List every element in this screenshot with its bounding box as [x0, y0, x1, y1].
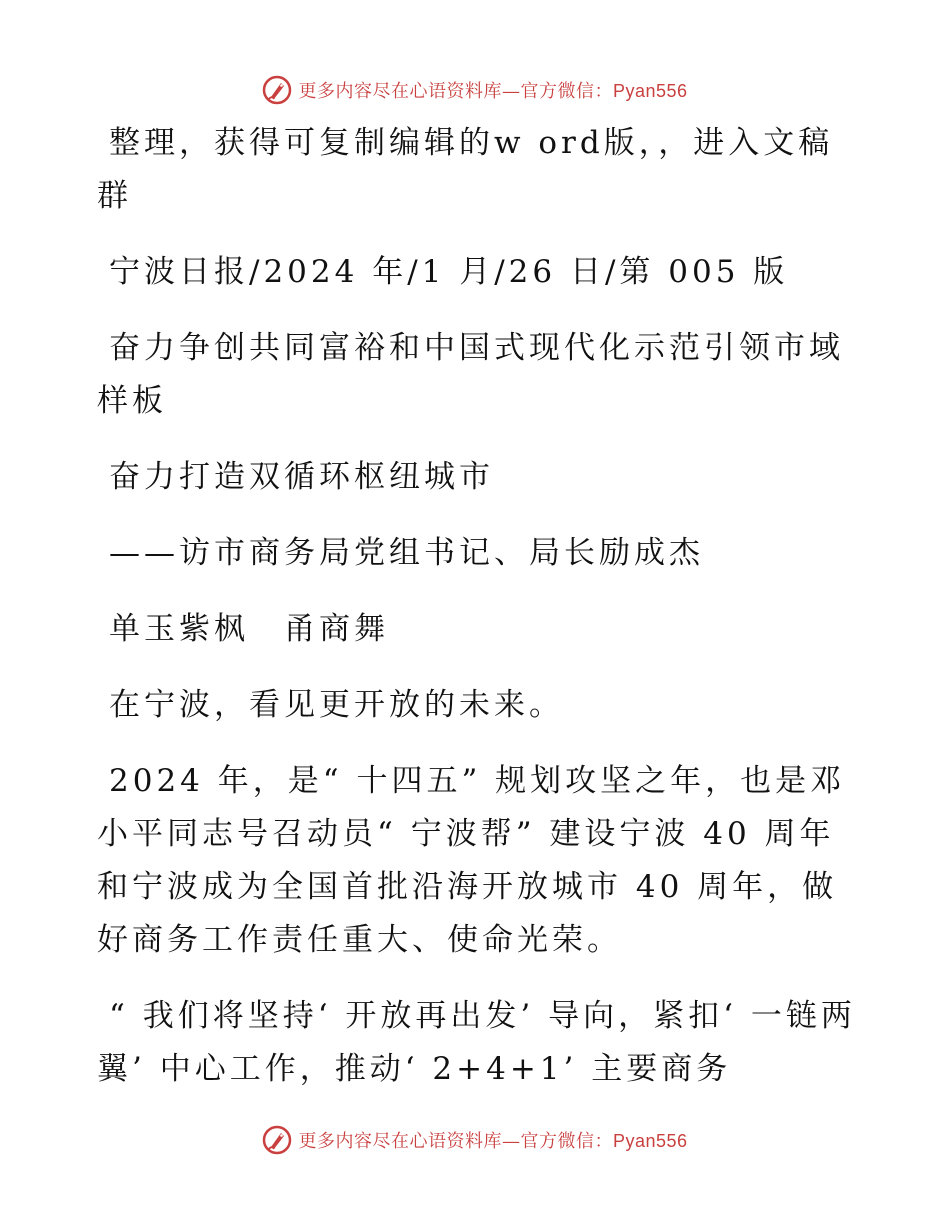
paragraph-lead: 在宁波，看见更开放的未来。 — [109, 687, 564, 723]
header-banner — [0, 70, 950, 110]
pen-nib-circle-icon — [262, 1125, 292, 1155]
header-banner-main: 更多内容尽在心语资料库—官方微信： — [298, 81, 613, 102]
paragraph-title: 奋力打造双循环枢纽城市 — [109, 459, 494, 495]
paragraph-source-line: 宁波日报/2024 年/1 月/26 日/第 005 版 — [109, 254, 789, 290]
paragraph-subtitle: ——访市商务局党组书记、局长励成杰 — [109, 535, 704, 571]
paragraph-headline: 奋力争创共同富裕和中国式现代化示范引领市域样板 — [97, 330, 844, 419]
header-banner-text — [298, 77, 687, 103]
pen-nib-circle-icon — [262, 75, 292, 105]
paragraph-authors: 单玉紫枫 甬商舞 — [109, 611, 389, 647]
footer-banner-wechat-id: Pyan556 — [612, 1131, 688, 1151]
document-body — [97, 117, 857, 1119]
paragraph-body-2: “ 我们将坚持‘ 开放再出发’ 导向，紧扣‘ 一链两翼’ 中心工作，推动‘ 2+4+1’ 主要商务 — [97, 998, 856, 1087]
paragraph-body-1: 2024 年，是“ 十四五” 规划攻坚之年，也是邓小平同志号召动员“ 宁波帮” 建设宁波 40 周年和宁波成为全国首批沿海开放城市 40 周年，做好商务工作责任重大、使命光荣。 — [97, 763, 846, 958]
header-banner-wechat-id: Pyan556 — [612, 81, 688, 101]
footer-banner-text — [298, 1127, 687, 1153]
footer-banner-main: 更多内容尽在心语资料库—官方微信： — [298, 1131, 613, 1152]
footer-banner — [0, 1120, 950, 1160]
paragraph-intro-note: 整理，获得可复制编辑的w ord版，，进入文稿群 — [97, 125, 834, 214]
